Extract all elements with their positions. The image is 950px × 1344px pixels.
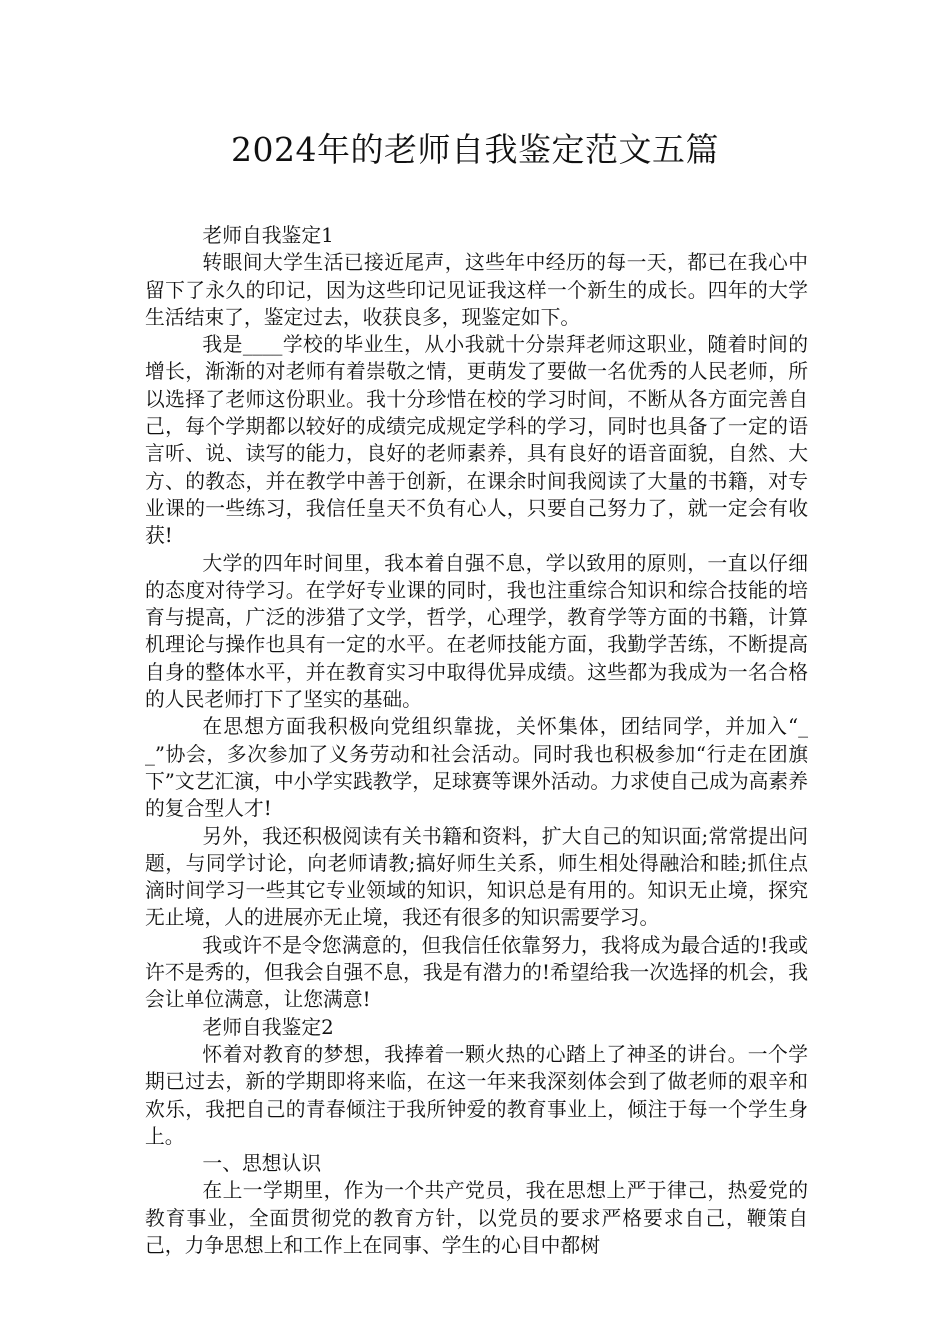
body-paragraph: 转眼间大学生活已接近尾声，这些年中经历的每一天，都已在我心中留下了永久的印记，因为这些印记见证我这样一个新生的成长。四年的大学生活结束了，鉴定过去，收获良多，现鉴定如下。 <box>145 251 808 329</box>
body-paragraph: 另外，我还积极阅读有关书籍和资料，扩大自己的知识面;常常提出问题，与同学讨论，向老师请教;搞好师生关系，师生相处得融洽和睦;抓住点滴时间学习一些其它专业领域的知识，知识总是有用的。知识无止境，探究无止境，人的进展亦无止境，我还有很多的知识需要学习。 <box>145 824 808 930</box>
body-paragraph: 怀着对教育的梦想，我捧着一颗火热的心踏上了神圣的讲台。一个学期已过去，新的学期即将来临，在这一年来我深刻体会到了做老师的艰辛和欢乐，我把自己的青春倾注于我所钟爱的教育事业上，倾注于每一个学生身上。 <box>145 1042 808 1148</box>
section-heading: 老师自我鉴定2 <box>202 1015 334 1039</box>
body-paragraph: 我是____学校的毕业生，从小我就十分崇拜老师这职业，随着时间的增长，渐渐的对老师有着崇敬之情，更萌发了要做一名优秀的人民老师，所以选择了老师这份职业。我十分珍惜在校的学习时间，不断从各方面完善自己，每个学期都以较好的成绩完成规定学科的学习，同时也具备了一定的语言听、说、读写的能力，良好的老师素养，具有良好的语音面貌，自然、大方、的教态，并在教学中善于创新，在课余时间我阅读了大量的书籍，对专业课的一些练习，我信任皇天不负有心人，只要自己努力了，就一定会有收获! <box>145 333 808 548</box>
body-paragraph: 在思想方面我积极向党组织靠拢，关怀集体，团结同学，并加入“__”协会，多次参加了义务劳动和社会活动。同时我也积极参加“行走在团旗下”文艺汇演，中小学实践教学，足球赛等课外活动。力求使自己成为高素养的复合型人才! <box>145 715 808 821</box>
subsection-heading: 一、思想认识 <box>202 1152 322 1176</box>
body-paragraph: 大学的四年时间里，我本着自强不息，学以致用的原则，一直以仔细的态度对待学习。在学好专业课的同时，我也注重综合知识和综合技能的培育与提高，广泛的涉猎了文学，哲学，心理学，教育学等方面的书籍，计算机理论与操作也具有一定的水平。在老师技能方面，我勤学苦练，不断提高自身的整体水平，并在教育实习中取得优异成绩。这些都为我成为一名合格的人民老师打下了坚实的基础。 <box>145 551 808 712</box>
section-heading: 老师自我鉴定1 <box>202 224 334 247</box>
body-paragraph: 在上一学期里，作为一个共产党员，我在思想上严于律己，热爱党的教育事业，全面贯彻党的教育方针，以党员的要求严格要求自己，鞭策自己，力争思想上和工作上在同事、学生的心目中都树 <box>145 1179 808 1257</box>
body-paragraph: 我或许不是令您满意的，但我信任依靠努力，我将成为最合适的!我或许不是秀的，但我会自强不息，我是有潜力的!希望给我一次选择的机会，我会让单位满意，让您满意! <box>145 933 808 1012</box>
document-body <box>145 222 808 1259</box>
document-title: 2024年的老师自我鉴定范文五篇 <box>231 130 719 169</box>
